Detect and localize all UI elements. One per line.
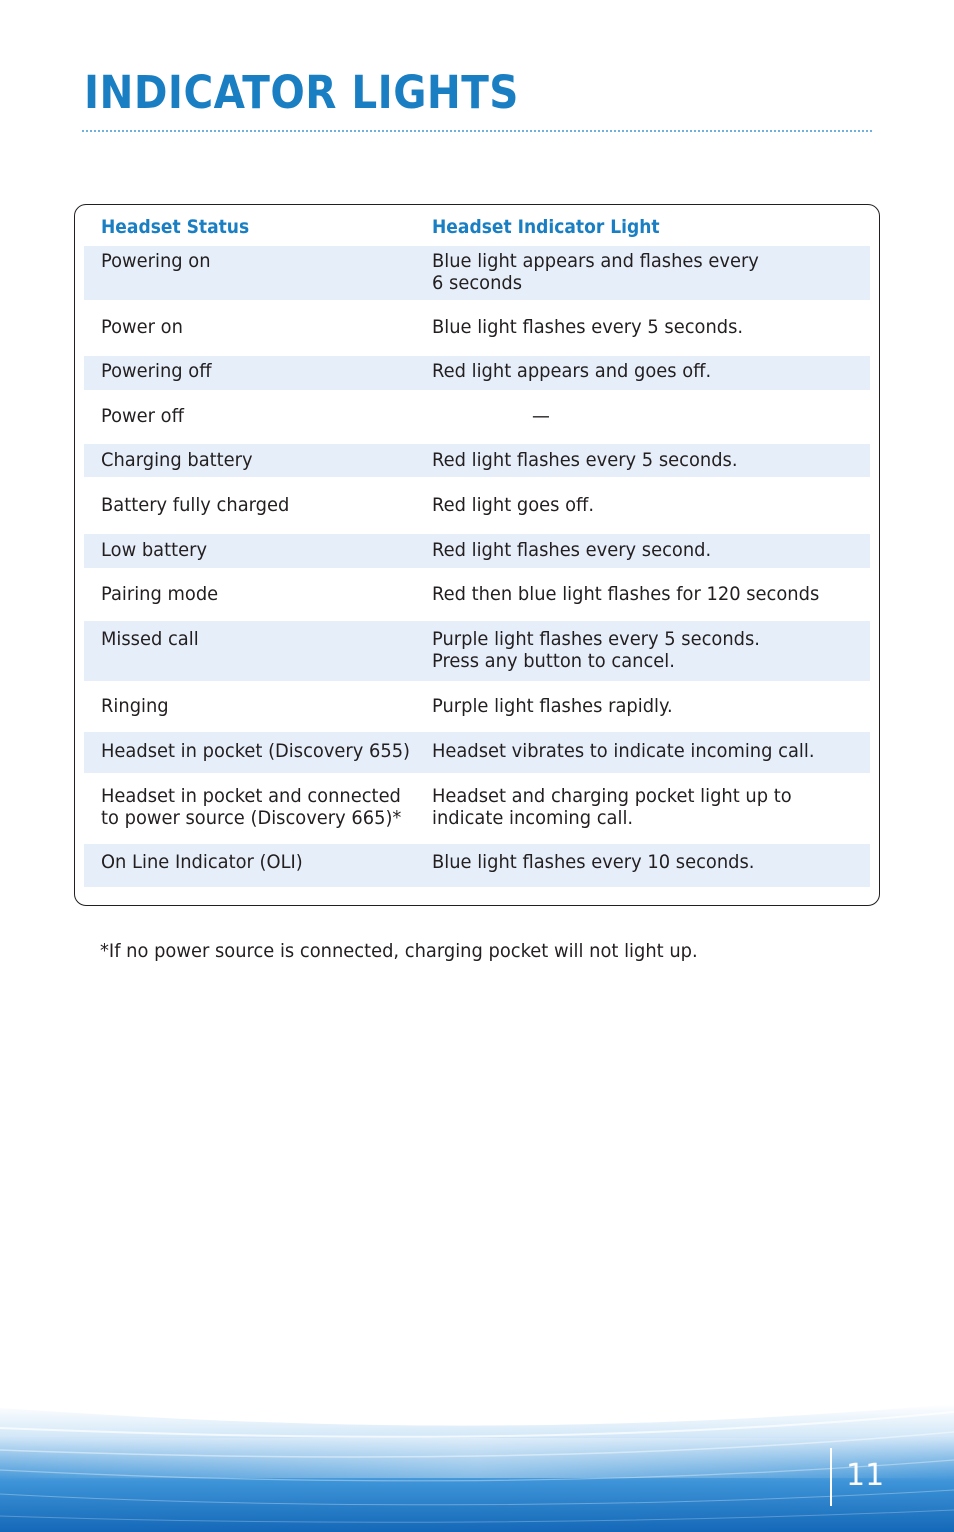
- table-row: [84, 356, 870, 390]
- status-cell: Powering on: [101, 250, 211, 272]
- footnote: *If no power source is connected, charging pocket will not light up.: [100, 940, 698, 962]
- status-cell: Ringing: [101, 695, 169, 717]
- light-cell: Red light goes off.: [432, 494, 595, 516]
- status-cell: Powering off: [101, 360, 212, 382]
- table-row: [84, 681, 870, 732]
- status-cell: Pairing mode: [101, 583, 219, 605]
- status-cell: Headset in pocket (Discovery 655): [101, 740, 411, 762]
- table-row: [84, 390, 870, 444]
- light-cell: Red light flashes every second.: [432, 539, 712, 561]
- status-cell: Power off: [101, 405, 184, 427]
- status-cell: Power on: [101, 316, 183, 338]
- light-cell: Blue light flashes every 5 seconds.: [432, 316, 744, 338]
- status-cell: On Line Indicator (OLI): [101, 851, 303, 873]
- light-cell: Blue light appears and flashes every 6 seconds: [432, 250, 759, 294]
- table-row: [84, 534, 870, 568]
- status-cell: Low battery: [101, 539, 208, 561]
- light-cell: Headset and charging pocket light up to indicate incoming call.: [432, 785, 792, 829]
- page-title: INDICATOR LIGHTS: [84, 66, 519, 119]
- table-row: [84, 621, 870, 681]
- table-header: [84, 212, 870, 242]
- title-divider: [82, 130, 872, 132]
- light-cell: Headset vibrates to indicate incoming call.: [432, 740, 815, 762]
- footer-wave-graphic: [0, 1398, 954, 1532]
- header-indicator-light: Headset Indicator Light: [432, 216, 660, 238]
- header-headset-status: Headset Status: [101, 216, 250, 238]
- table-row: [84, 300, 870, 356]
- page-number-divider: [830, 1448, 832, 1506]
- table-row: [84, 568, 870, 621]
- status-cell: Charging battery: [101, 449, 253, 471]
- status-cell: Battery fully charged: [101, 494, 290, 516]
- light-cell: Purple light flashes rapidly.: [432, 695, 673, 717]
- table-row: [84, 732, 870, 773]
- table-row: [84, 444, 870, 477]
- status-cell: Headset in pocket and connected to power source (Discovery 665)*: [101, 785, 402, 829]
- light-cell: Red light flashes every 5 seconds.: [432, 449, 738, 471]
- status-cell: Missed call: [101, 628, 199, 650]
- light-cell: Purple light flashes every 5 seconds. Press any button to cancel.: [432, 628, 760, 672]
- light-cell: Blue light flashes every 10 seconds.: [432, 851, 755, 873]
- table-row: [84, 246, 870, 300]
- table-row: [84, 844, 870, 887]
- table-row: [84, 477, 870, 534]
- table-row: [84, 773, 870, 844]
- light-cell: Red then blue light flashes for 120 seconds: [432, 583, 820, 605]
- light-cell: Red light appears and goes off.: [432, 360, 712, 382]
- page-number: 11: [846, 1458, 885, 1493]
- light-cell: —: [532, 405, 550, 427]
